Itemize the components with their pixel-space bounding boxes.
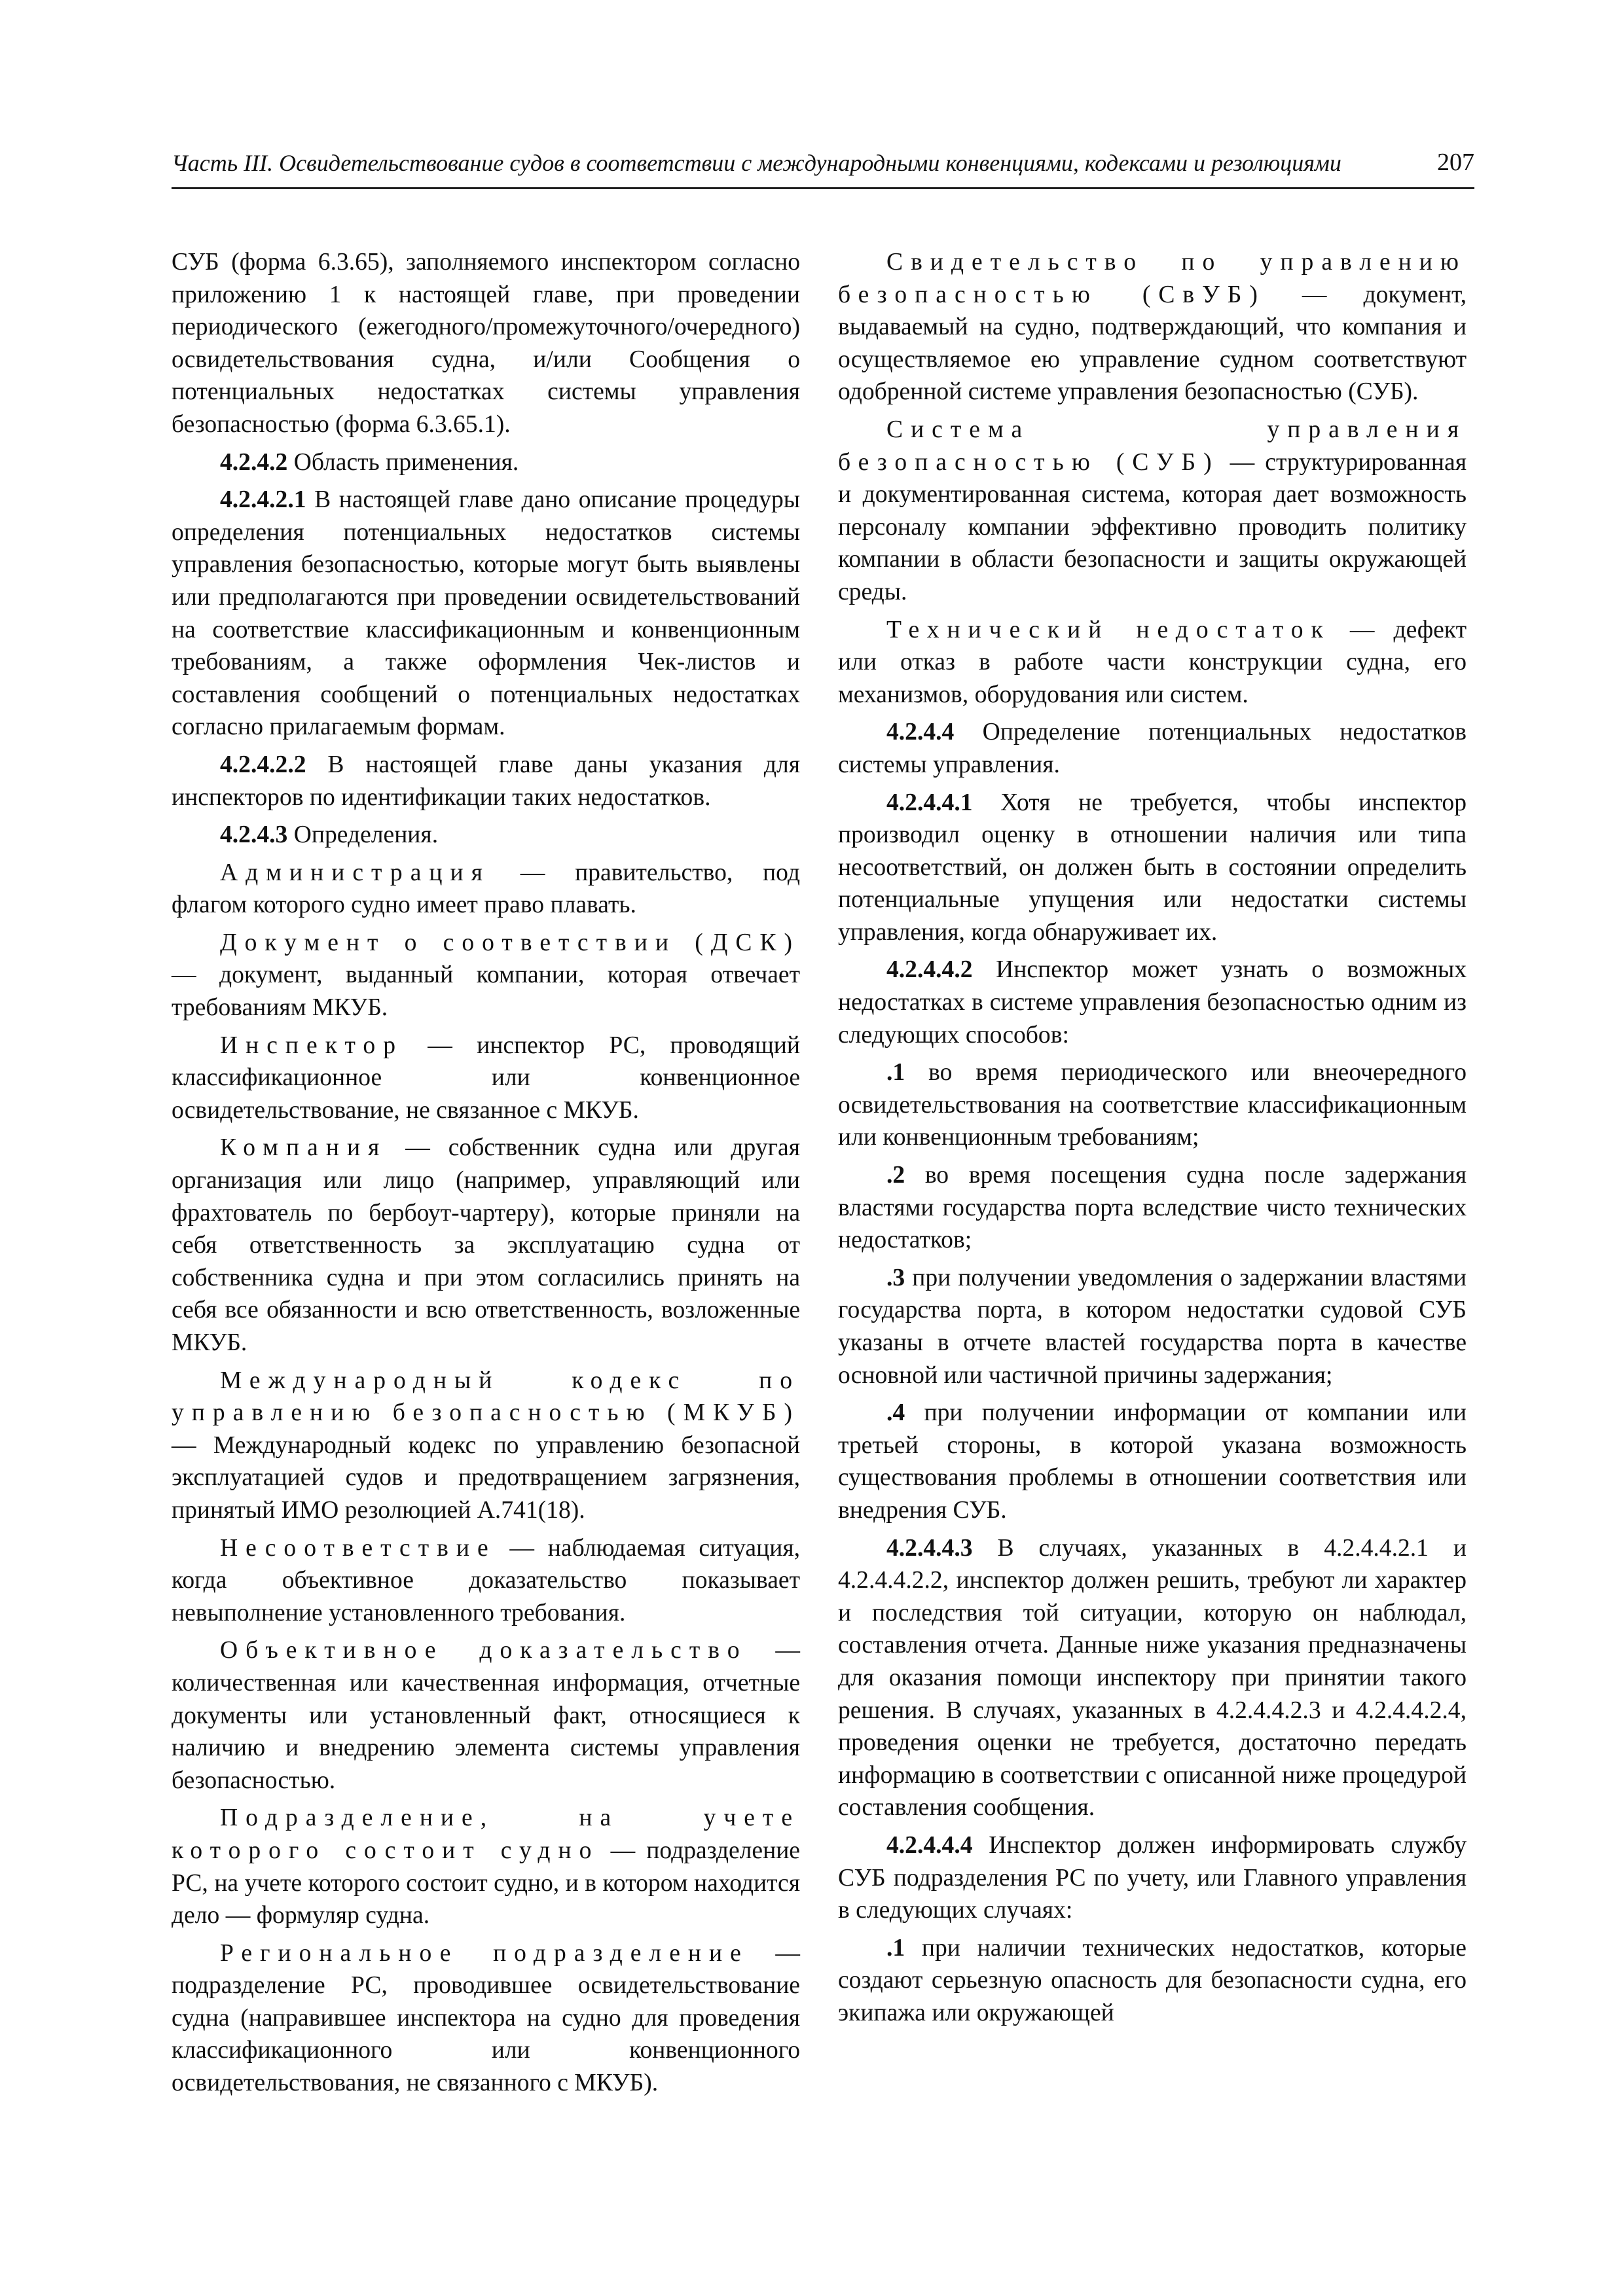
paragraph: 4.2.4.2.1 В настоящей главе дано описание процедуры определения потенциальных недостатков системы управления безопасностью, которые могут быть выявлены или предполагаются при проведении освидетельствований на соответствие классификационным и конвенционным требованиям, а также оформления Чек-листов и составления сообщений о потенциальных недостатках согласно прилагаемым формам. [172, 486, 800, 741]
list-item: .1 при наличии технических недостатков, которые создают серьезную опасность для безопасности судна, его экипажа или окружающей [838, 1934, 1467, 2026]
paragraph: 4.2.4.4.3 В случаях, указанных в 4.2.4.4.2.1 и 4.2.4.4.2.2, инспектор должен решить, требуют ли характер и последствия той ситуации, которую он наблюдал, составления отчета. Данные ниже указания предназначены для оказания помощи инспектору при принятии такого решения. В случаях, указанных в 4.2.4.4.2.3 и 4.2.4.4.2.4, проведения оценки не требуется, достаточно передать информацию в соответствии с описанной ниже процедурой составления сообщения. [838, 1534, 1467, 1821]
paragraph: 4.2.4.2.2 В настоящей главе даны указания для инспекторов по идентификации таких недостатков. [172, 751, 800, 811]
running-header [172, 147, 1474, 189]
section-number: 4.2.4.2.2 [220, 751, 306, 778]
section-number: 4.2.4.4 [886, 719, 955, 746]
definition-term: Система управления безопасностью (СУБ) [838, 416, 1467, 476]
definition: Система управления безопасностью (СУБ) — структурированная и документированная система, которая дает возможность персоналу компании эффективно проводить политику компании в области безопасности и защиты окружающей среды. [838, 416, 1467, 605]
item-number: .4 [886, 1399, 905, 1427]
list-item: .3 при получении уведомления о задержании властями государства порта, в котором недостатки судовой СУБ указаны в отчете властей государства порта в качестве основной или частичной причины задержания; [838, 1264, 1467, 1389]
definition: Технический недостаток — дефект или отказ в работе части конструкции судна, его механизмов, оборудования или систем. [838, 616, 1467, 708]
item-number: .1 [886, 1934, 905, 1962]
definition: Компания — собственник судна или другая организация или лицо (например, управляющий или фрахтователь по бербоут-чартеру), которые приняли на себя ответственность за эксплуатацию судна от собственника судна и при этом согласились принять на себя все обязанности и всю ответственность, возложенные МКУБ. [172, 1134, 800, 1356]
page-number: 207 [1437, 149, 1474, 176]
definition: Объективное доказательство — количественная или качественная информация, отчетные документы или установленный факт, относящиеся к наличию и внедрению элемента системы управления безопасностью. [172, 1637, 800, 1794]
definition: Региональное подразделение — подразделение РС, проводившее освидетельствование судна (направившее инспектора на судно для проведения классификационного или конвенционного освидетельствования, не связанного с МКУБ). [172, 1939, 800, 2097]
definition-term: Региональное подразделение [220, 1939, 749, 1967]
section-heading: 4.2.4.3 Определения. [220, 821, 439, 849]
paragraph: 4.2.4.4.2 Инспектор может узнать о возможных недостатках в системе управления безопасностью одним из следующих способов: [838, 956, 1467, 1049]
list-item: .1 во время периодического или внеочередного освидетельствования на соответствие классификационным или конвенционным требованиям; [838, 1059, 1467, 1151]
item-number: .1 [886, 1059, 905, 1086]
definition-term: Инспектор [220, 1031, 403, 1059]
definition: Инспектор — инспектор РС, проводящий классификационное или конвенционное освидетельствование, не связанное с МКУБ. [172, 1031, 800, 1124]
definition-term: Объективное доказательство [220, 1637, 748, 1664]
paragraph: 4.2.4.4.1 Хотя не требуется, чтобы инспектор производил оценку в отношении наличия или типа несоответствий, он должен быть в состоянии определить потенциальные упущения или недостатки системы управления, когда обнаруживает их. [838, 789, 1467, 946]
list-item: .4 при получении информации от компании или третьей стороны, в которой указана возможность существования проблемы в отношении соответствия или внедрения СУБ. [838, 1399, 1467, 1524]
definition-term: Международный кодекс по управлению безопасностью (МКУБ) [172, 1367, 800, 1427]
section-heading: 4.2.4.2 Область применения. [220, 448, 519, 476]
definition: Несоответствие — наблюдаемая ситуация, когда объективное доказательство показывает невыполнение установленного требования. [172, 1534, 800, 1626]
section-number: 4.2.4.3 [220, 821, 288, 849]
definition: Международный кодекс по управлению безопасностью (МКУБ) — Международный кодекс по управлению безопасной эксплуатацией судов и предотвращением загрязнения, принятый ИМО резолюцией А.741(18). [172, 1367, 800, 1524]
section-number: 4.2.4.4.1 [886, 789, 973, 816]
left-column [172, 246, 800, 2105]
list-item: .2 во время посещения судна после задержания властями государства порта вследствие чисто технических недостатков; [838, 1162, 1467, 1254]
definition-term: Технический недостаток [886, 616, 1331, 643]
definition-term: Свидетельство по управлению безопасностью (СвУБ) [838, 249, 1467, 308]
section-number: 4.2.4.4.2 [886, 956, 973, 984]
definition-term: Несоответствие [220, 1534, 496, 1562]
definition-term: Документ о соответствии (ДСК) [220, 929, 800, 956]
item-number: .2 [886, 1162, 905, 1189]
section-number: 4.2.4.4.3 [886, 1534, 973, 1562]
paragraph: СУБ (форма 6.3.65), заполняемого инспектором согласно приложению 1 к настоящей главе, при проведении периодического (ежегодного/промежуточного/очередного) освидетельствования судна, и/или Сообщения о потенциальных недостатках системы управления безопасностью (форма 6.3.65.1). [172, 249, 800, 438]
definition: Подразделение, на учете которого состоит судно — подразделение РС, на учете которого состоит судно, и в котором находится дело — формуляр судна. [172, 1804, 800, 1929]
right-column [838, 246, 1467, 2034]
section-number: 4.2.4.4.4 [886, 1831, 973, 1859]
item-number: .3 [886, 1264, 905, 1291]
definition: Администрация — правительство, под флагом которого судно имеет право плавать. [172, 859, 800, 919]
header-title: Часть III. Освидетельствование судов в соответствии с международными конвенциями, кодексами и резолюциями [172, 150, 1341, 176]
section-number: 4.2.4.2.1 [220, 486, 306, 514]
definition: Свидетельство по управлению безопасностью (СвУБ) — документ, выдаваемый на судно, подтверждающий, что компания и осуществляемое ею управление судном соответствуют одобренной системе управления безопасностью (СУБ). [838, 249, 1467, 406]
definition-term: Подразделение, на учете которого состоит судно [172, 1804, 800, 1864]
definition-term: Администрация [220, 859, 490, 886]
section-number: 4.2.4.2 [220, 448, 288, 476]
definition-term: Компания [220, 1134, 388, 1162]
definition: Документ о соответствии (ДСК) — документ, выданный компании, которая отвечает требованиям МКУБ. [172, 929, 800, 1022]
section-heading: 4.2.4.4 Определение потенциальных недостатков системы управления. [838, 719, 1467, 778]
paragraph: 4.2.4.4.4 Инспектор должен информировать службу СУБ подразделения РС по учету, или Главного управления в следующих случаях: [838, 1831, 1467, 1924]
